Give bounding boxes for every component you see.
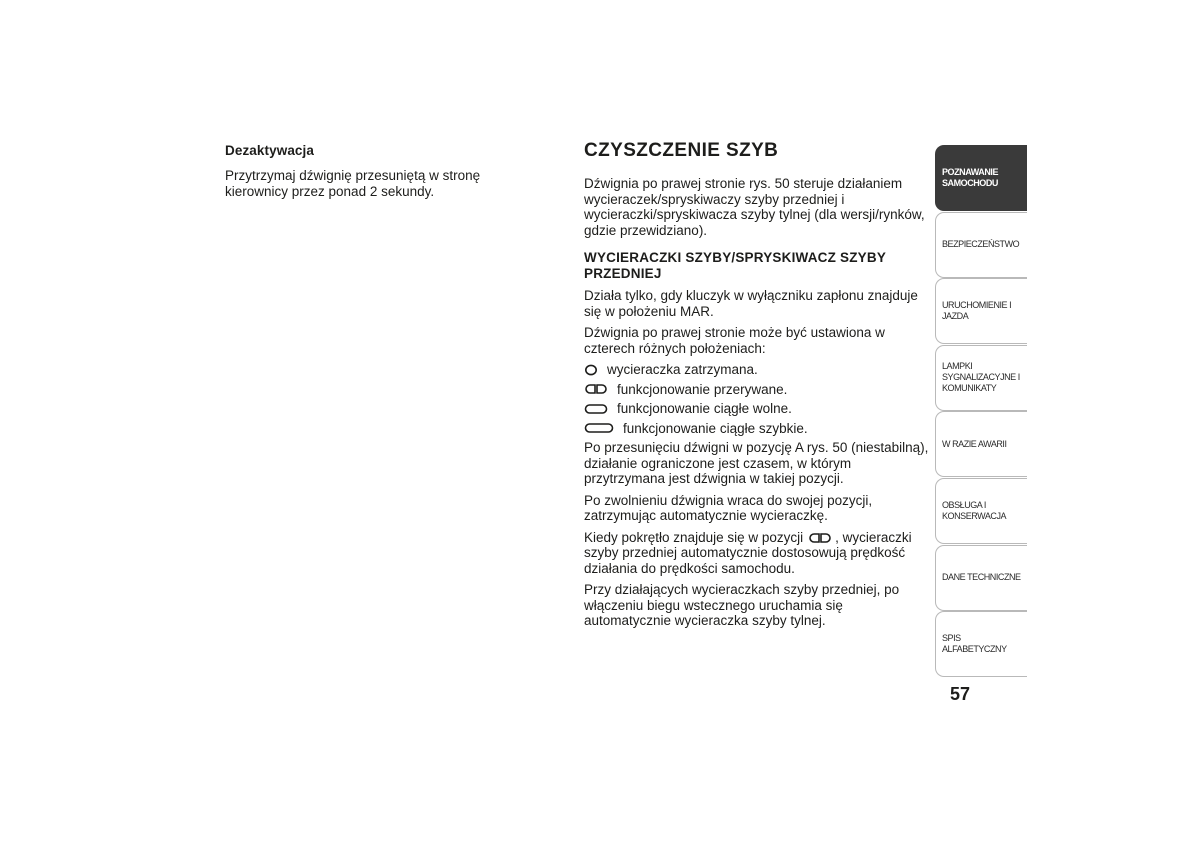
tab-uruchomienie-i-jazda[interactable]: [935, 278, 1027, 344]
paragraph-release: Po zwolnieniu dźwignia wraca do swojej pozycji, zatrzymując automatycznie wycieraczkę.: [584, 492, 873, 523]
tab-label: BEZPIECZEŃSTWO: [942, 239, 1020, 250]
tab-poznawanie-samochodu[interactable]: [935, 145, 1027, 211]
paragraph-auto-speed: [584, 530, 929, 577]
section-title: CZYSZCZENIE SZYB: [584, 140, 779, 161]
tab-label: POZNAWANIE SAMOCHODU: [942, 167, 999, 188]
tab-bezpieczenstwo[interactable]: [935, 212, 1027, 278]
right-column: [584, 140, 929, 635]
tab-dane-techniczne[interactable]: [935, 545, 1027, 611]
tab-label: DANE TECHNICZNE: [942, 572, 1021, 583]
paragraph-ignition: Działa tylko, gdy kluczyk w wyłączniku zapłonu znajduje się w położeniu MAR.: [584, 288, 918, 319]
mode-item-slow: [584, 401, 929, 417]
tab-obsluga-i-konserwacja[interactable]: [935, 478, 1027, 544]
tab-spis-alfabetyczny[interactable]: [935, 611, 1027, 677]
wiper-fast-icon: [584, 422, 614, 434]
mode-label: funkcjonowanie przerywane.: [617, 381, 788, 397]
left-column: [225, 143, 525, 199]
mode-item-fast: [584, 421, 929, 437]
tab-lampki-sygnalizacyjne[interactable]: [935, 345, 1027, 411]
intro-paragraph: Dźwignia po prawej stronie rys. 50 steruje działaniem wycieraczek/spryskiwaczy szyby przedniej i wycieraczki/spryskiwacza szyby tylnej (dla wersji/rynków, gdzie przewidziano).: [584, 176, 925, 238]
deactivation-text: Przytrzymaj dźwignię przesuniętą w stronę kierownicy przez ponad 2 sekundy.: [225, 168, 481, 199]
paragraph-position-a: Po przesunięciu dźwigni w pozycję A rys. 50 (niestabilną), działanie ograniczone jest czasem, w którym przytrzymana jest dźwignia w takiej pozycji.: [584, 440, 929, 486]
wiper-off-icon: [584, 364, 598, 376]
paragraph-positions: Dźwignia po prawej stronie może być ustawiona w czterech różnych położeniach:: [584, 325, 885, 356]
mode-item-intermittent: [584, 382, 929, 398]
tab-label: LAMPKI SYGNALIZACYJNE I KOMUNIKATY: [942, 361, 1020, 394]
tab-label: SPIS ALFABETYCZNY: [942, 633, 1007, 655]
wiper-slow-icon: [584, 403, 608, 415]
deactivation-heading: Dezaktywacja: [225, 143, 315, 158]
wiper-intermittent-icon: [807, 532, 833, 544]
chapter-tabs: [935, 145, 1027, 678]
mode-label: funkcjonowanie ciągłe wolne.: [617, 401, 792, 416]
mode-label: funkcjonowanie ciągłe szybkie.: [623, 420, 808, 436]
tab-label: W RAZIE AWARII: [942, 438, 1007, 449]
tab-label: URUCHOMIENIE I JAZDA: [942, 300, 1012, 322]
mode-item-off: [584, 362, 929, 378]
mode-label: wycieraczka zatrzymana.: [607, 362, 758, 377]
wiper-intermittent-icon: [584, 383, 608, 395]
page-number: 57: [950, 684, 971, 704]
tab-label: OBSŁUGA I KONSERWACJA: [942, 499, 1007, 521]
subsection-title: WYCIERACZKI SZYBY/SPRYSKIWACZ SZYBY PRZEDNIEJ: [584, 250, 886, 281]
paragraph-reverse: Przy działających wycieraczkach szyby przedniej, po włączeniu biegu wstecznego uruchamia się automatycznie wycieraczka szyby tylnej.: [584, 582, 900, 628]
tab-w-razie-awarii[interactable]: [935, 411, 1027, 477]
auto-speed-text-start: Kiedy pokrętło znajduje się w pozycji: [584, 529, 804, 545]
auto-speed-text-end: , wycieraczki szyby przedniej automatycznie dostosowują prędkość działania do prędkości samochodu.: [584, 529, 912, 576]
